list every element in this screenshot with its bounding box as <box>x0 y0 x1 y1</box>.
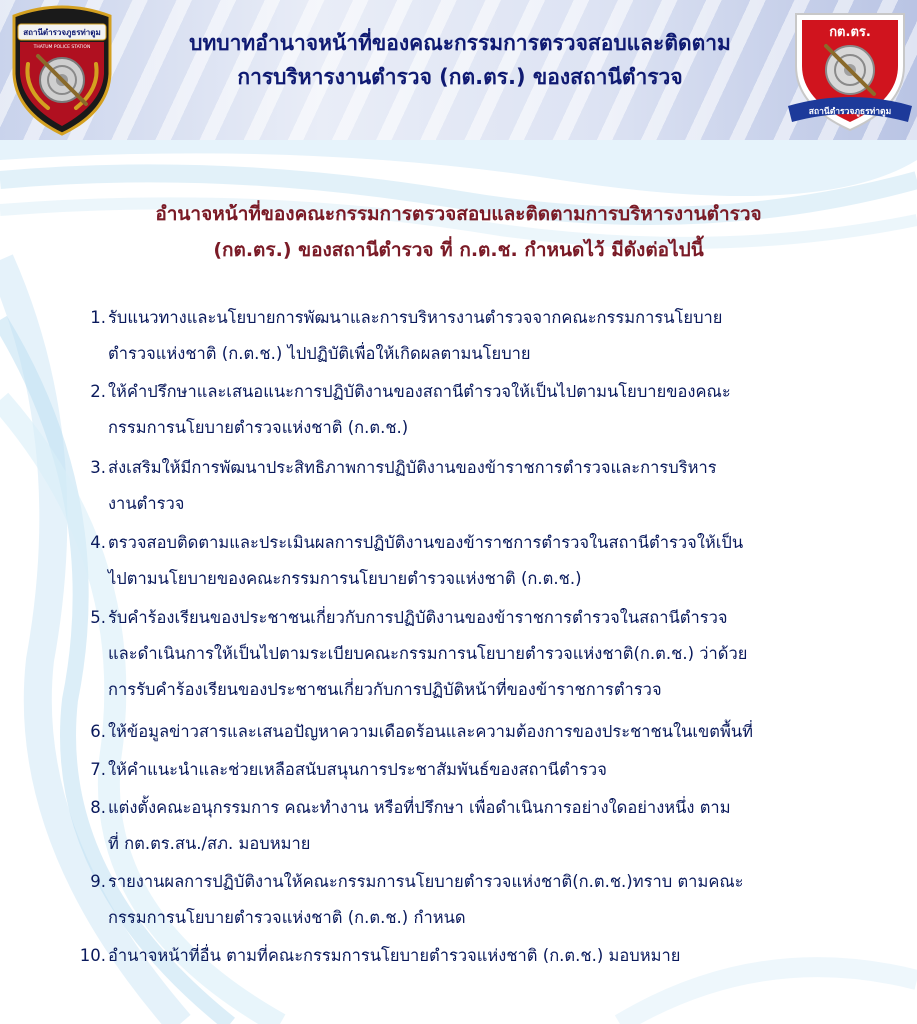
ktt-badge-logo <box>788 6 912 134</box>
right-logo-ribbon: สถานีตำรวจภูธรท่าตูม <box>808 107 892 117</box>
list-item <box>78 864 878 936</box>
item-number: 10. <box>79 946 106 965</box>
item-text-line: งานตำรวจ <box>108 494 185 513</box>
list-item <box>78 600 878 708</box>
item-text-line: รับแนวทางและนโยบายการพัฒนาและการบริหารงานตำรวจจากคณะกรรมการนโยบาย <box>108 308 723 327</box>
item-text-line: การรับคำร้องเรียนของประชาชนเกี่ยวกับการปฏิบัติหน้าที่ของข้าราชการตำรวจ <box>108 680 662 699</box>
item-text-line: อำนาจหน้าที่อื่น ตามที่คณะกรรมการนโยบายตำรวจแห่งชาติ (ก.ต.ช.) มอบหมาย <box>108 946 681 965</box>
left-logo-text: สถานีตำรวจภูธรท่าตูม <box>23 28 101 37</box>
list-item <box>78 714 878 750</box>
main-heading-line2: (กต.ตร.) ของสถานีตำรวจ ที่ ก.ต.ช. กำหนดไว้ มีดังต่อไปนี้ <box>213 239 704 261</box>
right-logo-abbrev: กต.ตร. <box>829 25 871 40</box>
item-text-line: ให้คำแนะนำและช่วยเหลือสนับสนุนการประชาสัมพันธ์ของสถานีตำรวจ <box>108 760 607 779</box>
item-number: 3. <box>90 458 106 477</box>
item-number: 5. <box>90 608 106 627</box>
list-item <box>78 790 878 862</box>
item-text-line: ตำรวจแห่งชาติ (ก.ต.ช.) ไปปฏิบัติเพื่อให้เกิดผลตามนโยบาย <box>108 344 531 363</box>
header-title-line2: การบริหารงานตำรวจ (กต.ตร.) ของสถานีตำรวจ <box>237 65 683 89</box>
item-text-line: แต่งตั้งคณะอนุกรรมการ คณะทำงาน หรือที่ปรึกษา เพื่อดำเนินการอย่างใดอย่างหนึ่ง ตาม <box>108 798 731 817</box>
item-text-line: ไปตามนโยบายของคณะกรรมการนโยบายตำรวจแห่งชาติ (ก.ต.ช.) <box>108 569 582 588</box>
item-text-line: รายงานผลการปฏิบัติงานให้คณะกรรมการนโยบายตำรวจแห่งชาติ(ก.ต.ช.)ทราบ ตามคณะ <box>108 872 744 891</box>
item-text-line: รับคำร้องเรียนของประชาชนเกี่ยวกับการปฏิบัติงานของข้าราชการตำรวจในสถานีตำรวจ <box>108 608 728 627</box>
header-banner <box>0 0 917 143</box>
list-item <box>78 450 878 522</box>
list-item <box>78 525 878 597</box>
item-number: 1. <box>90 308 106 327</box>
header-title-line1: บทบาทอำนาจหน้าที่ของคณะกรรมการตรวจสอบและติดตาม <box>189 31 731 55</box>
item-number: 9. <box>90 872 106 891</box>
item-number: 2. <box>90 382 106 401</box>
item-text-line: ส่งเสริมให้มีการพัฒนาประสิทธิภาพการปฏิบัติงานของข้าราชการตำรวจและการบริหาร <box>108 458 717 477</box>
item-text-line: ตรวจสอบติดตามและประเมินผลการปฏิบัติงานของข้าราชการตำรวจในสถานีตำรวจให้เป็น <box>108 533 744 552</box>
police-shield-logo <box>8 4 116 136</box>
left-logo-subtext: THATUM POLICE STATION <box>33 45 91 50</box>
item-text-line: ให้คำปรึกษาและเสนอแนะการปฏิบัติงานของสถานีตำรวจให้เป็นไปตามนโยบายของคณะ <box>108 382 731 401</box>
item-text-line: ที่ กต.ตร.สน./สภ. มอบหมาย <box>108 834 311 853</box>
item-number: 7. <box>90 760 106 779</box>
item-number: 6. <box>90 722 106 741</box>
item-text-line: กรรมการนโยบายตำรวจแห่งชาติ (ก.ต.ช.) กำหนด <box>108 908 466 927</box>
list-item <box>78 938 878 974</box>
list-item <box>78 374 878 446</box>
item-text-line: กรรมการนโยบายตำรวจแห่งชาติ (ก.ต.ช.) <box>108 418 409 437</box>
item-text-line: และดำเนินการให้เป็นไปตามระเบียบคณะกรรมการนโยบายตำรวจแห่งชาติ(ก.ต.ช.) ว่าด้วย <box>108 644 748 663</box>
main-heading-line1: อำนาจหน้าที่ของคณะกรรมการตรวจสอบและติดตามการบริหารงานตำรวจ <box>155 203 762 225</box>
item-number: 8. <box>90 798 106 817</box>
list-item <box>78 300 878 372</box>
list-item <box>78 752 878 788</box>
item-text-line: ให้ข้อมูลข่าวสารและเสนอปัญหาความเดือดร้อนและความต้องการของประชาชนในเขตพื้นที่ <box>108 722 754 741</box>
item-number: 4. <box>90 533 106 552</box>
